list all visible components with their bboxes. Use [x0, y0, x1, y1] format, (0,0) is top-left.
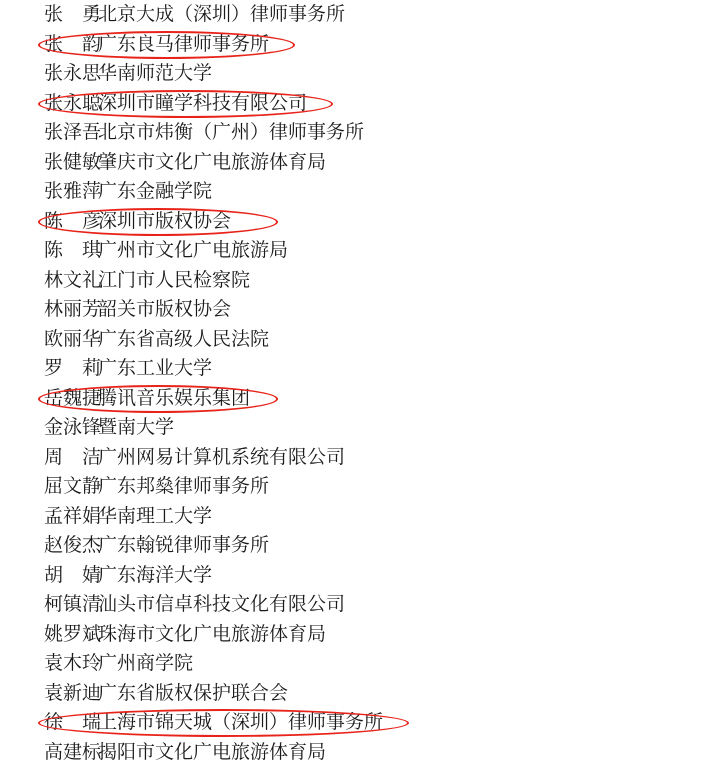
- roster-row: [0, 148, 707, 178]
- roster-row: [0, 413, 707, 443]
- roster-row: [0, 59, 707, 89]
- person-name: 胡 婧: [0, 561, 92, 591]
- roster-row: [0, 89, 707, 119]
- organization-name: 广东省高级人民法院: [92, 325, 269, 355]
- roster-row: [0, 325, 707, 355]
- organization-name: 深圳市瞳学科技有限公司: [92, 89, 307, 119]
- roster-row: [0, 531, 707, 561]
- organization-name: 汕头市信卓科技文化有限公司: [92, 590, 345, 620]
- person-name: 陈 琪: [0, 236, 92, 266]
- person-name: 林丽芳: [0, 295, 92, 325]
- organization-name: 广东省版权保护联合会: [92, 679, 288, 709]
- person-name: 姚罗斌: [0, 620, 92, 650]
- person-name: 袁木玲: [0, 649, 92, 679]
- organization-name: 广州网易计算机系统有限公司: [92, 443, 345, 473]
- person-name: 张 勇: [0, 0, 92, 30]
- roster-row: [0, 472, 707, 502]
- person-name: 孟祥娟: [0, 502, 92, 532]
- roster-row: [0, 561, 707, 591]
- organization-name: 江门市人民检察院: [92, 266, 250, 296]
- person-name: 张健敏: [0, 148, 92, 178]
- organization-name: 北京大成（深圳）律师事务所: [92, 0, 345, 30]
- roster-row: [0, 118, 707, 148]
- organization-name: 腾讯音乐娱乐集团: [92, 384, 250, 414]
- organization-name: 广州商学院: [92, 649, 193, 679]
- organization-name: 韶关市版权协会: [92, 295, 231, 325]
- person-name: 屈文静: [0, 472, 92, 502]
- person-name: 周 洁: [0, 443, 92, 473]
- person-name: 岳魏捷: [0, 384, 92, 414]
- person-name: 张泽吾: [0, 118, 92, 148]
- organization-name: 珠海市文化广电旅游体育局: [92, 620, 326, 650]
- roster-row: [0, 30, 707, 60]
- roster-row: [0, 177, 707, 207]
- organization-name: 华南理工大学: [92, 502, 212, 532]
- organization-name: 暨南大学: [92, 413, 174, 443]
- person-name: 徐 瑞: [0, 708, 92, 738]
- organization-name: 广东翰锐律师事务所: [92, 531, 269, 561]
- person-name: 欧丽华: [0, 325, 92, 355]
- roster-row: [0, 679, 707, 709]
- roster-row: [0, 738, 707, 767]
- roster-row: [0, 649, 707, 679]
- person-name: 张永思: [0, 59, 92, 89]
- roster-row: [0, 354, 707, 384]
- organization-name: 广东金融学院: [92, 177, 212, 207]
- organization-name: 广东工业大学: [92, 354, 212, 384]
- person-name: 袁新迪: [0, 679, 92, 709]
- organization-name: 广东邦燊律师事务所: [92, 472, 269, 502]
- person-name: 林文礼: [0, 266, 92, 296]
- organization-name: 广东海洋大学: [92, 561, 212, 591]
- person-name: 张雅萍: [0, 177, 92, 207]
- organization-name: 深圳市版权协会: [92, 207, 231, 237]
- roster-row: [0, 0, 707, 30]
- organization-name: 肇庆市文化广电旅游体育局: [92, 148, 326, 178]
- organization-name: 广州市文化广电旅游局: [92, 236, 288, 266]
- person-name: 柯镇清: [0, 590, 92, 620]
- person-name: 赵俊杰: [0, 531, 92, 561]
- roster-row: [0, 708, 707, 738]
- organization-name: 北京市炜衡（广州）律师事务所: [92, 118, 364, 148]
- roster-row: [0, 590, 707, 620]
- roster-row: [0, 207, 707, 237]
- organization-name: 广东良马律师事务所: [92, 30, 269, 60]
- person-name: 高建标: [0, 738, 92, 767]
- roster-row: [0, 620, 707, 650]
- person-name: 金泳锋: [0, 413, 92, 443]
- person-name: 陈 彦: [0, 207, 92, 237]
- person-name: 罗 莉: [0, 354, 92, 384]
- organization-name: 上海市锦天城（深圳）律师事务所: [92, 708, 383, 738]
- roster-row: [0, 443, 707, 473]
- organization-name: 揭阳市文化广电旅游体育局: [92, 738, 326, 767]
- roster-row: [0, 236, 707, 266]
- person-name: 张永聪: [0, 89, 92, 119]
- roster-row: [0, 384, 707, 414]
- roster-row: [0, 502, 707, 532]
- organization-name: 华南师范大学: [92, 59, 212, 89]
- roster-row: [0, 266, 707, 296]
- roster-row: [0, 295, 707, 325]
- person-name: 张 韵: [0, 30, 92, 60]
